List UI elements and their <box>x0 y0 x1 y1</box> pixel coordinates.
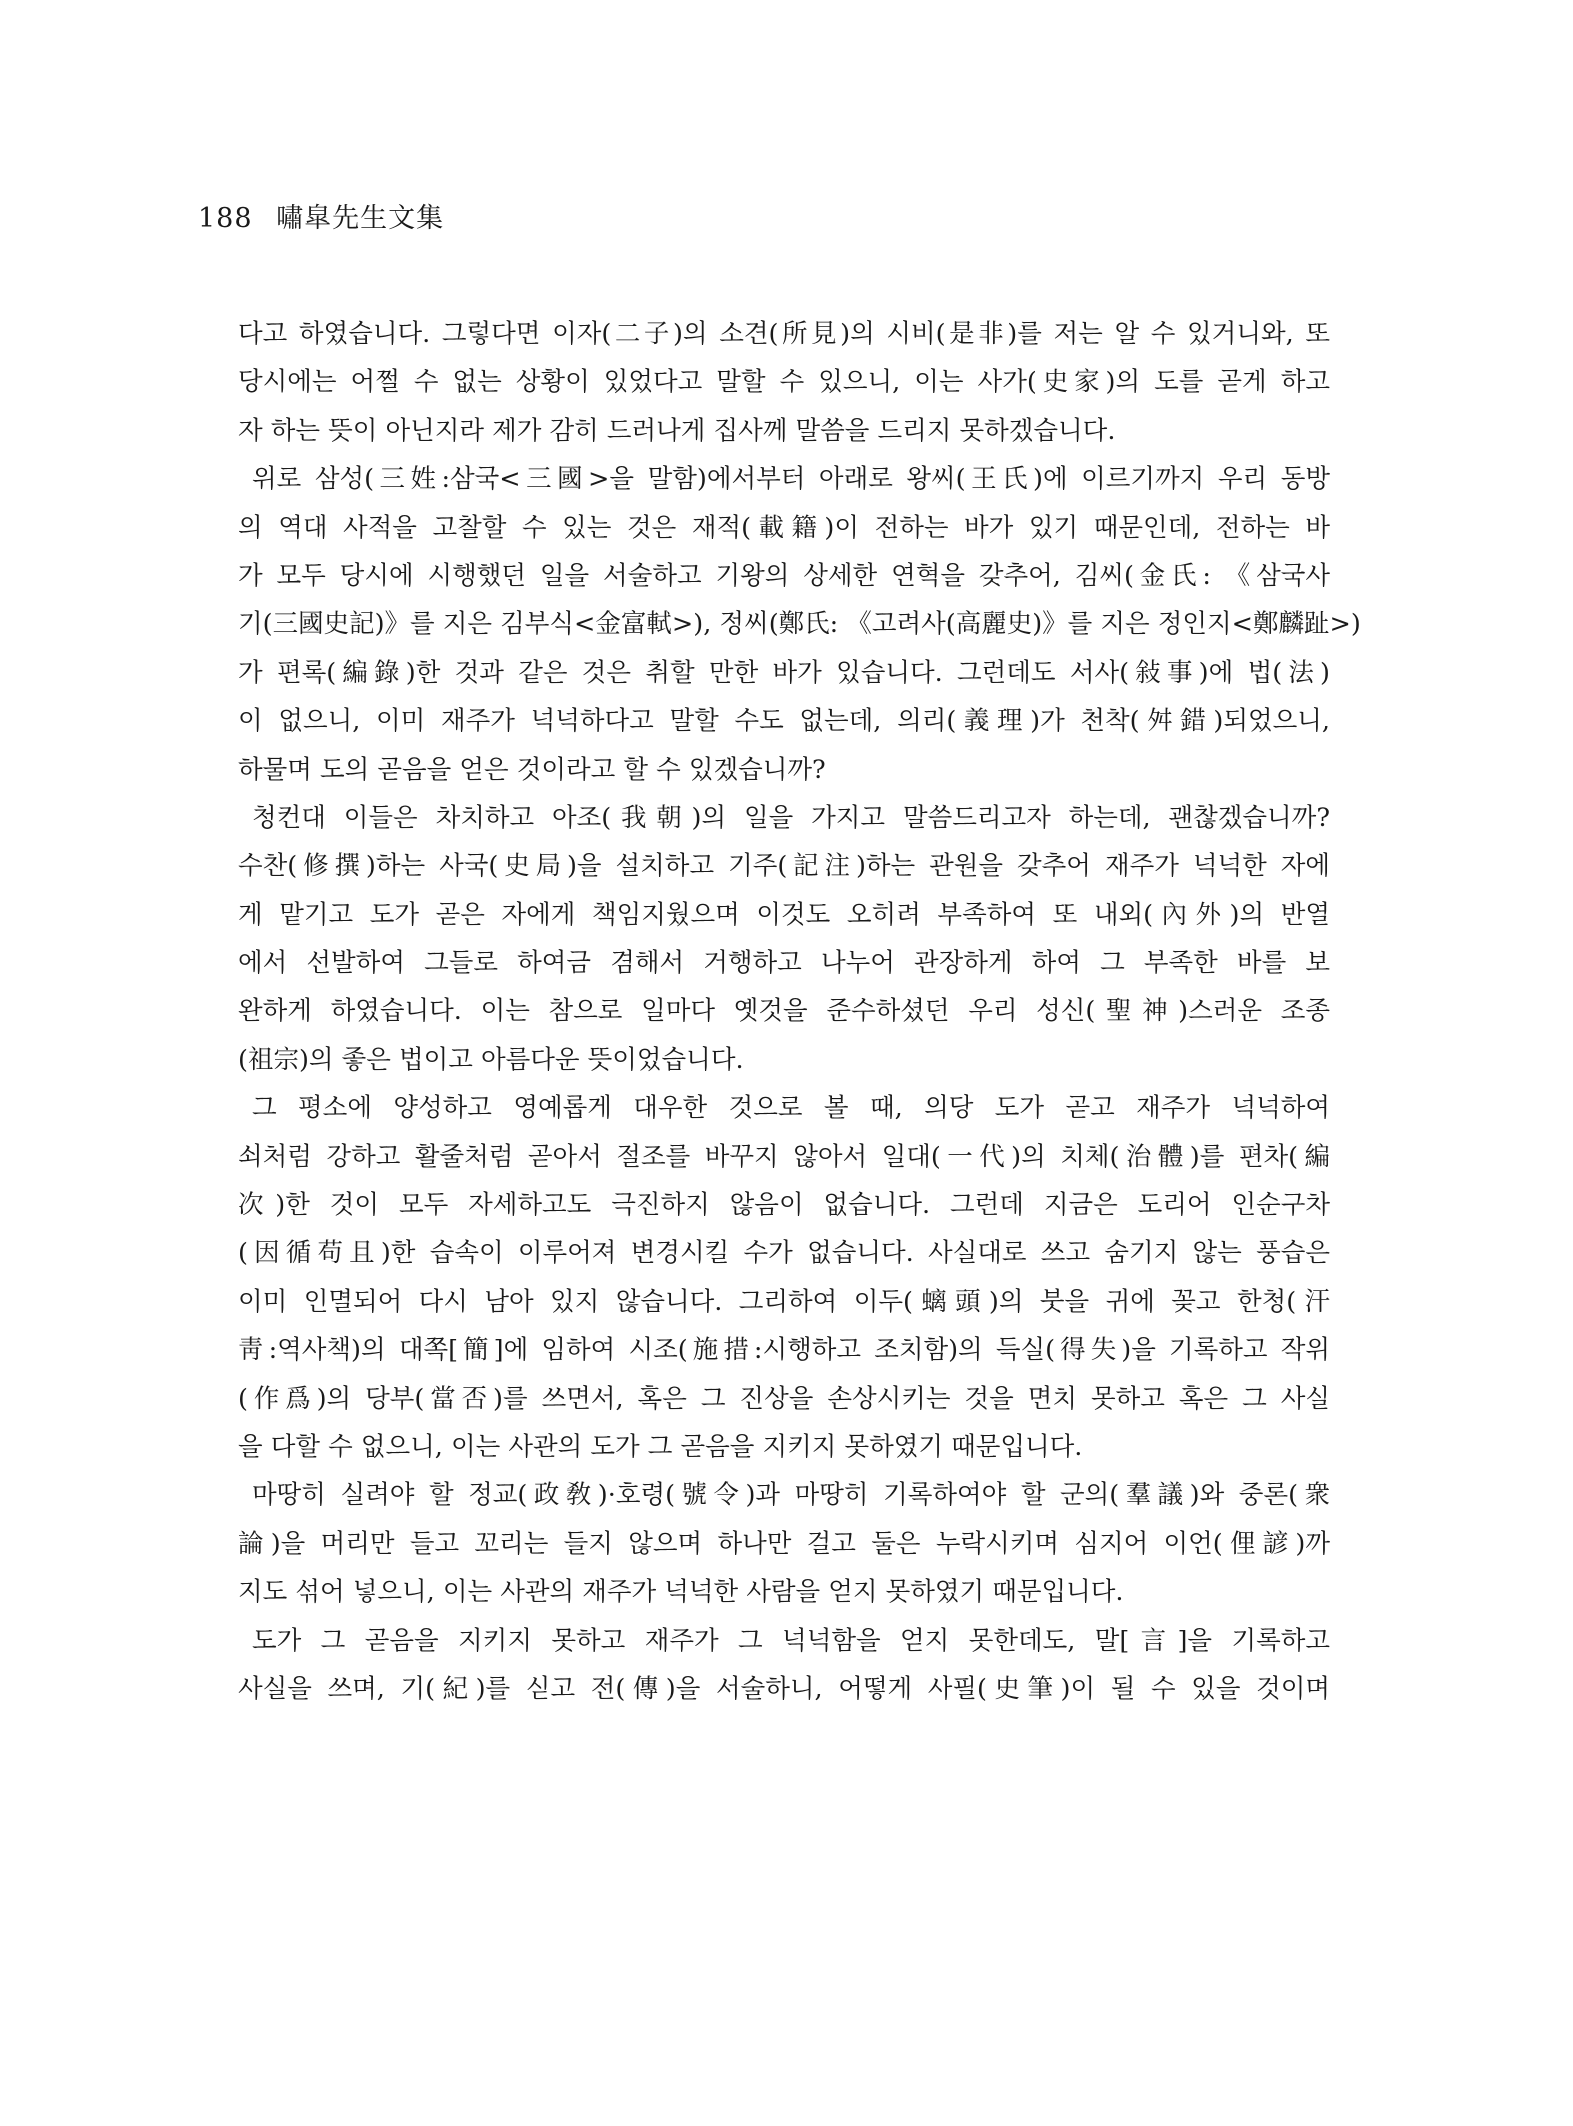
text-line: 靑:역사책)의 대쪽[簡]에 임하여 시조(施措:시행하고 조치함)의 득실(得失)을 기록하고 작위 <box>238 1335 1330 1366</box>
text-line: 그 평소에 양성하고 영예롭게 대우한 것으로 볼 때, 의당 도가 곧고 재주가 넉넉하여 <box>252 1093 1330 1124</box>
text-line: 쇠처럼 강하고 활줄처럼 곧아서 절조를 바꾸지 않아서 일대(一代)의 치체(治體)를 편차(編 <box>238 1141 1330 1172</box>
text-line: 청컨대 이들은 차치하고 아조(我朝)의 일을 가지고 말씀드리고자 하는데, 괜찮겠습니까? <box>252 802 1330 833</box>
text-line: 論)을 머리만 들고 꼬리는 들지 않으며 하나만 걸고 둘은 누락시키며 심지어 이언(俚諺)까 <box>238 1528 1330 1559</box>
paragraph <box>238 1084 1330 1471</box>
text-line: 수찬(修撰)하는 사국(史局)을 설치하고 기주(記注)하는 관원을 갖추어 재주가 넉넉한 자에 <box>238 851 1330 882</box>
page-header <box>198 196 444 235</box>
text-line: (祖宗)의 좋은 법이고 아름다운 뜻이었습니다. <box>238 1044 744 1075</box>
text-line: 하물며 도의 곧음을 얻은 것이라고 할 수 있겠습니까? <box>238 754 826 785</box>
text-line: 이 없으니, 이미 재주가 넉넉하다고 말할 수도 없는데, 의리(義理)가 천착(舛錯)되었으니, <box>238 706 1330 737</box>
paragraph <box>238 794 1330 1084</box>
text-line: 완하게 하였습니다. 이는 참으로 일마다 옛것을 준수하셨던 우리 성신(聖神)스러운 조종 <box>238 996 1330 1027</box>
text-line: 의 역대 사적을 고찰할 수 있는 것은 재적(載籍)이 전하는 바가 있기 때문인데, 전하는 바 <box>238 512 1330 543</box>
text-line: 게 맡기고 도가 곧은 자에게 책임지웠으며 이것도 오히려 부족하여 또 내외(內外)의 반열 <box>238 899 1330 930</box>
text-line: 기(三國史記)》를 지은 김부식<金富軾>), 정씨(鄭氏: 《고려사(高麗史)》를 지은 정인지<鄭麟趾>) <box>238 609 1361 640</box>
paragraph <box>238 1471 1330 1616</box>
text-line: 마땅히 실려야 할 정교(政敎)·호령(號令)과 마땅히 기록하여야 할 군의(羣議)와 중론(衆 <box>252 1480 1330 1511</box>
text-line: 다고 하였습니다. 그렇다면 이자(二子)의 소견(所見)의 시비(是非)를 저는 알 수 있거니와, 또 <box>238 319 1330 349</box>
text-line: (作爲)의 당부(當否)를 쓰면서, 혹은 그 진상을 손상시키는 것을 면치 못하고 혹은 그 사실 <box>238 1383 1330 1414</box>
text-line: 사실을 쓰며, 기(紀)를 싣고 전(傳)을 서술하니, 어떻게 사필(史筆)이 될 수 있을 것이며 <box>238 1673 1330 1704</box>
text-line: 次)한 것이 모두 자세하고도 극진하지 않음이 없습니다. 그런데 지금은 도리어 인순구차 <box>238 1190 1330 1221</box>
text-line: 에서 선발하여 그들로 하여금 겸해서 거행하고 나누어 관장하게 하여 그 부족한 바를 보 <box>238 948 1330 979</box>
text-line: (因循苟且)한 습속이 이루어져 변경시킬 수가 없습니다. 사실대로 쓰고 숨기지 않는 풍습은 <box>238 1238 1330 1269</box>
text-line: 위로 삼성(三姓:삼국<三國>을 말함)에서부터 아래로 왕씨(王氏)에 이르기까지 우리 동방 <box>252 464 1330 495</box>
paragraph <box>238 1617 1330 1714</box>
paragraph <box>238 310 1330 455</box>
text-line: 자 하는 뜻이 아닌지라 제가 감히 드러나게 집사께 말씀을 드리지 못하겠습니다. <box>238 415 1116 446</box>
text-line: 이미 인멸되어 다시 남아 있지 않습니다. 그리하여 이두(螭頭)의 붓을 귀에 꽂고 한청(汗 <box>238 1286 1330 1317</box>
body-text <box>238 310 1361 1713</box>
text-line: 당시에는 어쩔 수 없는 상황이 있었다고 말할 수 있으니, 이는 사가(史家)의 도를 곧게 하고 <box>238 367 1330 398</box>
book-title: 嘯皐先生文集 <box>276 203 445 234</box>
text-line: 지도 섞어 넣으니, 이는 사관의 재주가 넉넉한 사람을 얻지 못하였기 때문입니다. <box>238 1577 1124 1608</box>
text-line: 도가 그 곧음을 지키지 못하고 재주가 그 넉넉함을 얻지 못한데도, 말[言]을 기록하고 <box>252 1625 1330 1656</box>
text-line: 가 모두 당시에 시행했던 일을 서술하고 기왕의 상세한 연혁을 갖추어, 김씨(金氏: 《삼국사 <box>238 560 1330 591</box>
text-line: 을 다할 수 없으니, 이는 사관의 도가 그 곧음을 지키지 못하였기 때문입니다. <box>238 1431 1083 1462</box>
paragraph <box>238 455 1361 794</box>
page-number: 188 <box>198 203 253 234</box>
text-line: 가 편록(編錄)한 것과 같은 것은 취할 만한 바가 있습니다. 그런데도 서사(敍事)에 법(法) <box>238 657 1330 688</box>
